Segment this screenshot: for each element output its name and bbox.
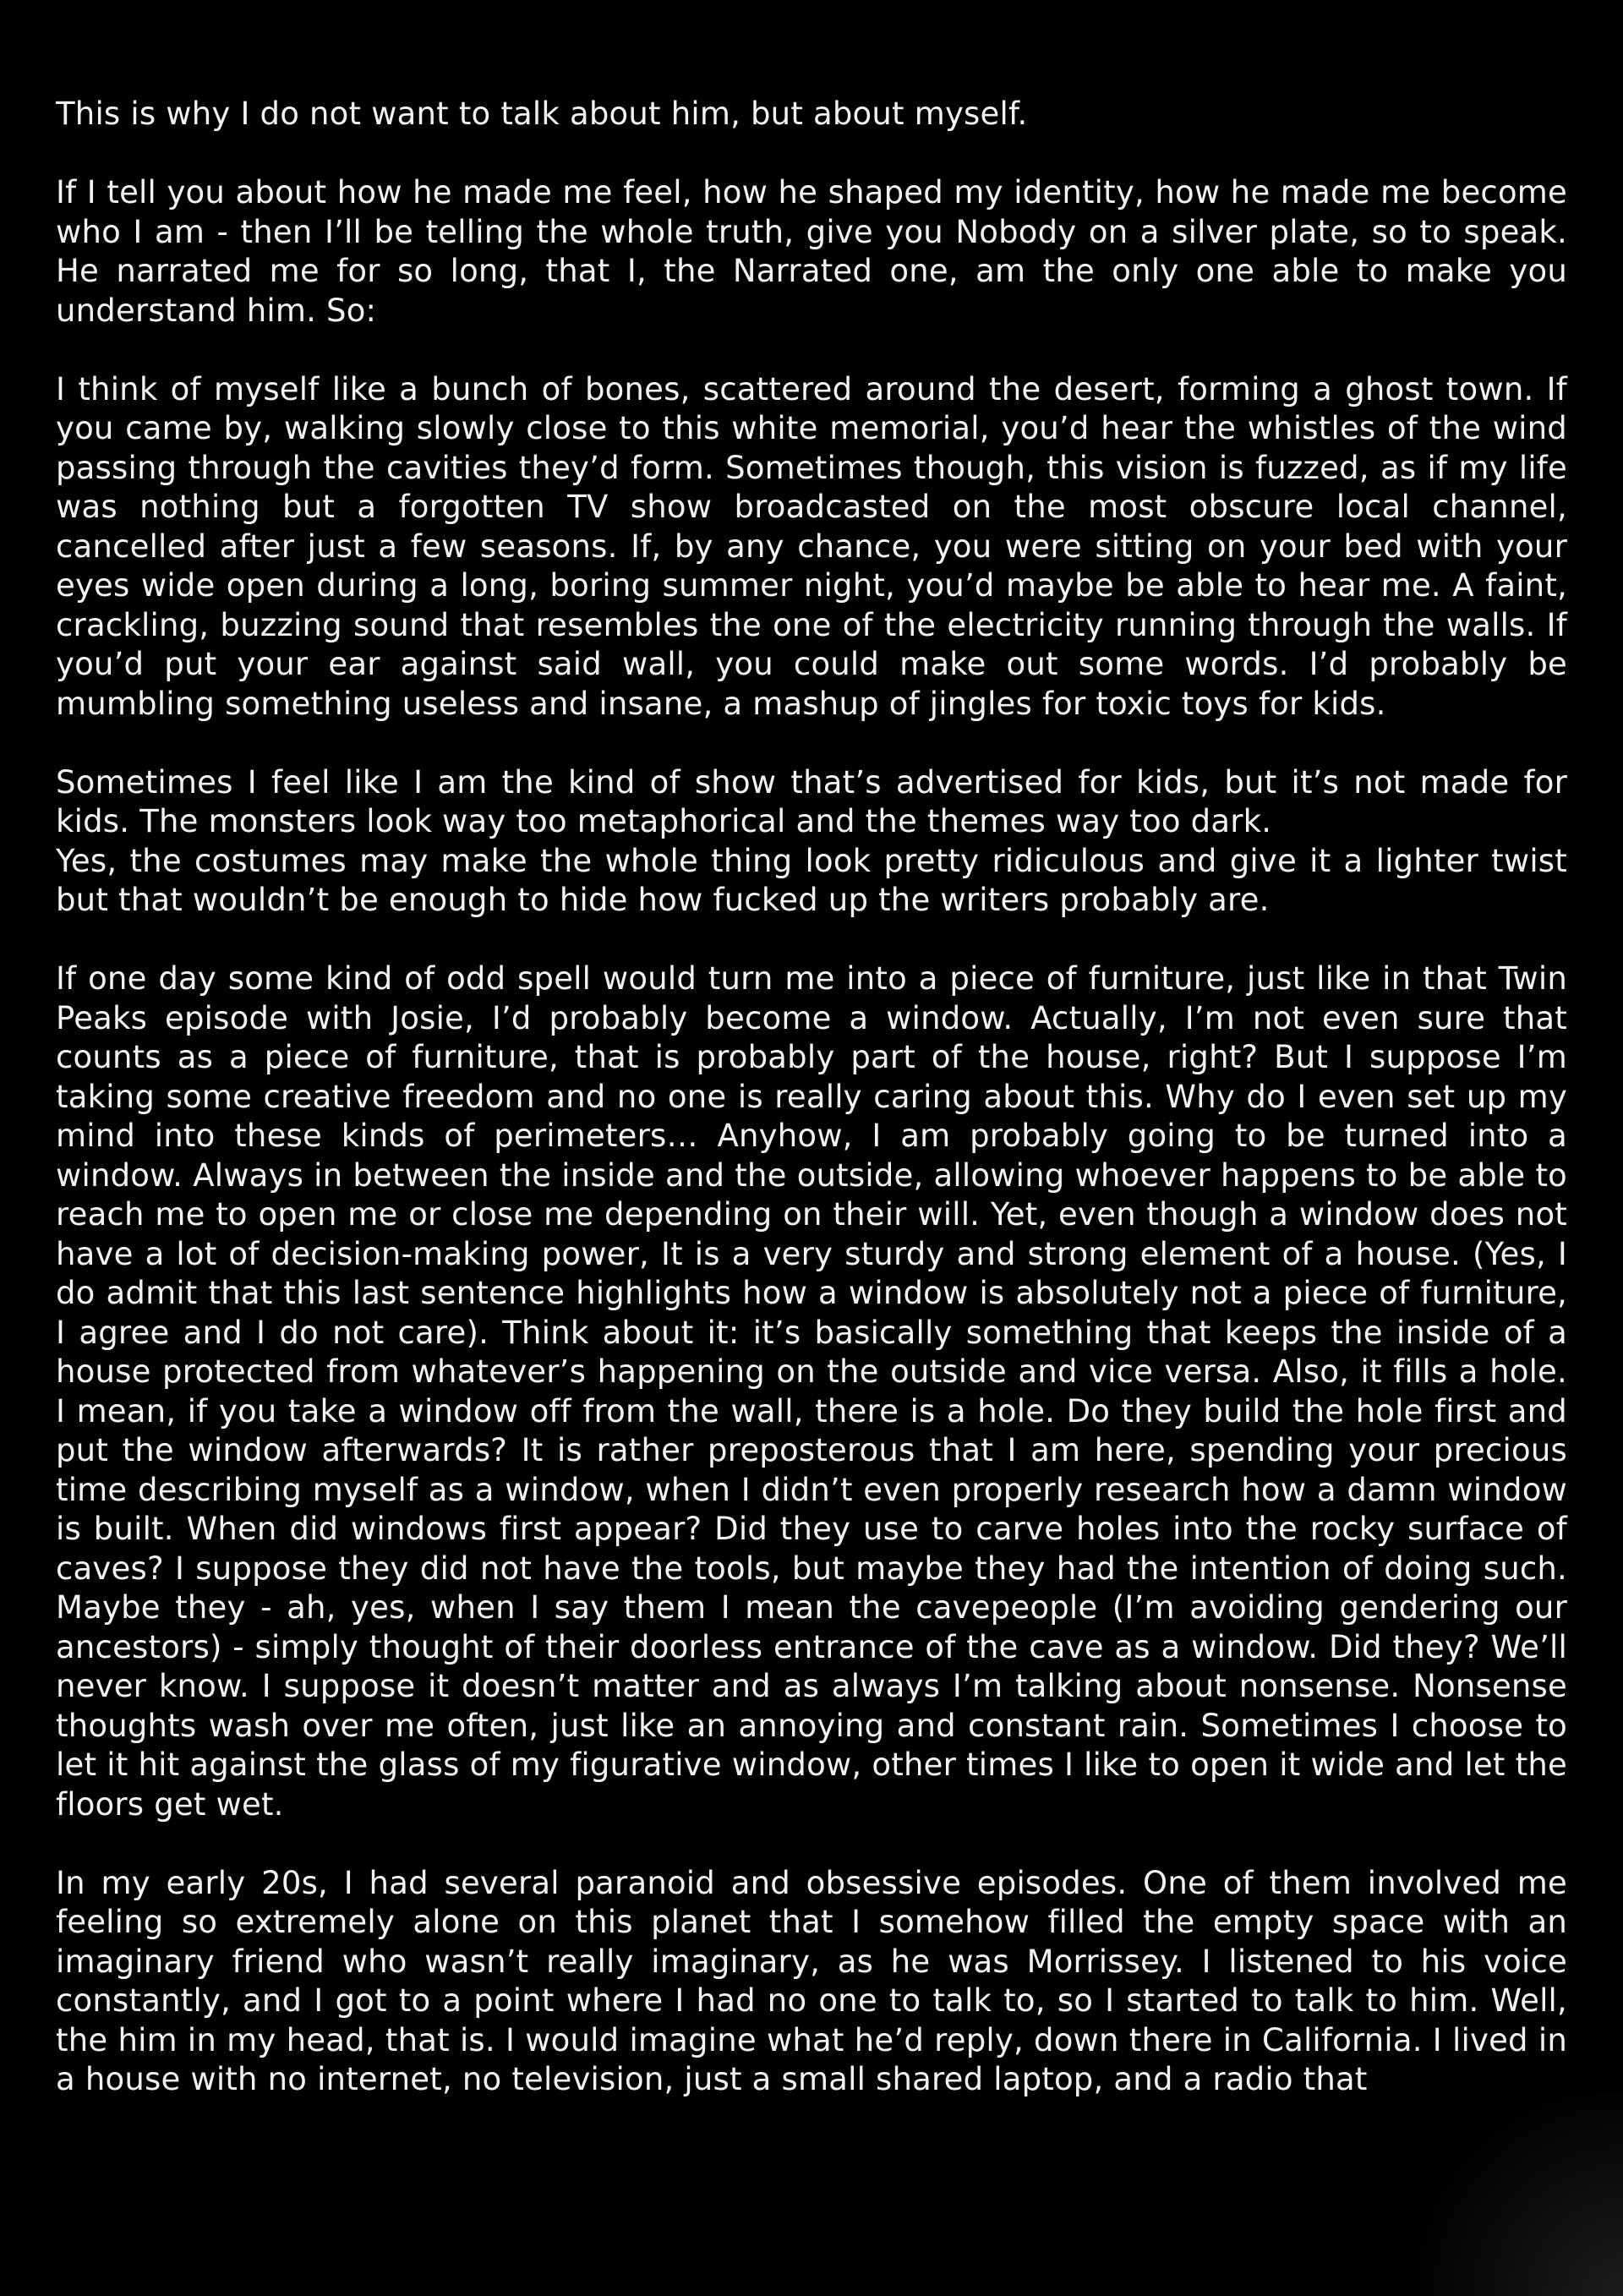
paragraph-narrated: If I tell you about how he made me feel, how he shaped my identity, how he made me become who I am - then I’ll be telling the whole truth, give you Nobody on a silver plate, so to speak. He narrated me for so long, that I, the Narrated one, am the only one able to make you understand him. So: — [56, 174, 1567, 329]
paragraph-kids-show: Sometimes I feel like I am the kind of show that’s advertised for kids, but it’s not made for kids. The monsters look way too metaphorical and the themes way too dark. Yes, the costumes may make the whole thing look pretty ridiculous and give it a lighter twist but that wouldn’t be enough to hide how fucked up the writers probably are. — [56, 763, 1567, 918]
document-body — [56, 95, 1567, 2100]
paragraph-window: If one day some kind of odd spell would turn me into a piece of furniture, just like in that Twin Peaks episode with Josie, I’d probably become a window. Actually, I’m not even sure that counts as a piece of furniture, that is probably part of the house, right? But I suppose I’m taking some creative freedom and no one is really caring about this. Why do I even set up my mind into these kinds of perimeters… Anyhow, I am probably going to be turned into a window. Always in between the inside and the outside, allowing whoever happens to be able to reach me to open me or close me depending on their will. Yet, even though a window does not have a lot of decision-making power, It is a very sturdy and strong element of a house. (Yes, I do admit that this last sentence highlights how a window is absolutely not a piece of furniture, I agree and I do not care). Think about it: it’s basically something that keeps the inside of a house protected from whatever’s happening on the outside and vice versa. Also, it fills a hole. I mean, if you take a window off from the wall, there is a hole. Do they build the hole first and put the window afterwards? It is rather preposterous that I am here, spending your precious time describing myself as a window, when I didn’t even properly research how a damn window is built. When did windows first appear? Did they use to carve holes into the rocky surface of caves? I suppose they did not have the tools, but maybe they had the intention of doing such. Maybe they - ah, yes, when I say them I mean the cavepeople (I’m avoiding gendering our ancestors) - simply thought of their doorless entrance of the cave as a window. Did they? We’ll never know. I suppose it doesn’t matter and as always I’m talking about nonsense. Nonsense thoughts wash over me often, just like an annoying and constant rain. Sometimes I choose to let it hit against the glass of my figurative window, other times I like to open it wide and let the floors get wet. — [56, 960, 1567, 1823]
paragraph-bones: I think of myself like a bunch of bones, scattered around the desert, forming a ghost town. If you came by, walking slowly close to this white memorial, you’d hear the whistles of the wind passing through the cavities they’d form. Sometimes though, this vision is fuzzed, as if my life was nothing but a forgotten TV show broadcasted on the most obscure local channel, cancelled after just a few seasons. If, by any chance, you were sitting on your bed with your eyes wide open during a long, boring summer night, you’d maybe be able to hear me. A faint, crackling, buzzing sound that resembles the one of the electricity running through the walls. If you’d put your ear against said wall, you could make out some words. I’d probably be mumbling something useless and insane, a mashup of jingles for toxic toys for kids. — [56, 370, 1567, 722]
paragraph-morrissey: In my early 20s, I had several paranoid and obsessive episodes. One of them involved me feeling so extremely alone on this planet that I somehow filled the empty space with an imaginary friend who wasn’t really imaginary, as he was Morrissey. I listened to his voice constantly, and I got to a point where I had no one to talk to, so I started to talk to him. Well, the him in my head, that is. I would imagine what he’d reply, down there in California. I lived in a house with no internet, no television, just a small shared laptop, and a radio that — [56, 1864, 1567, 2097]
paragraph-intro: This is why I do not want to talk about him, but about myself. — [56, 96, 1028, 132]
corner-vignette — [1420, 2093, 1623, 2296]
